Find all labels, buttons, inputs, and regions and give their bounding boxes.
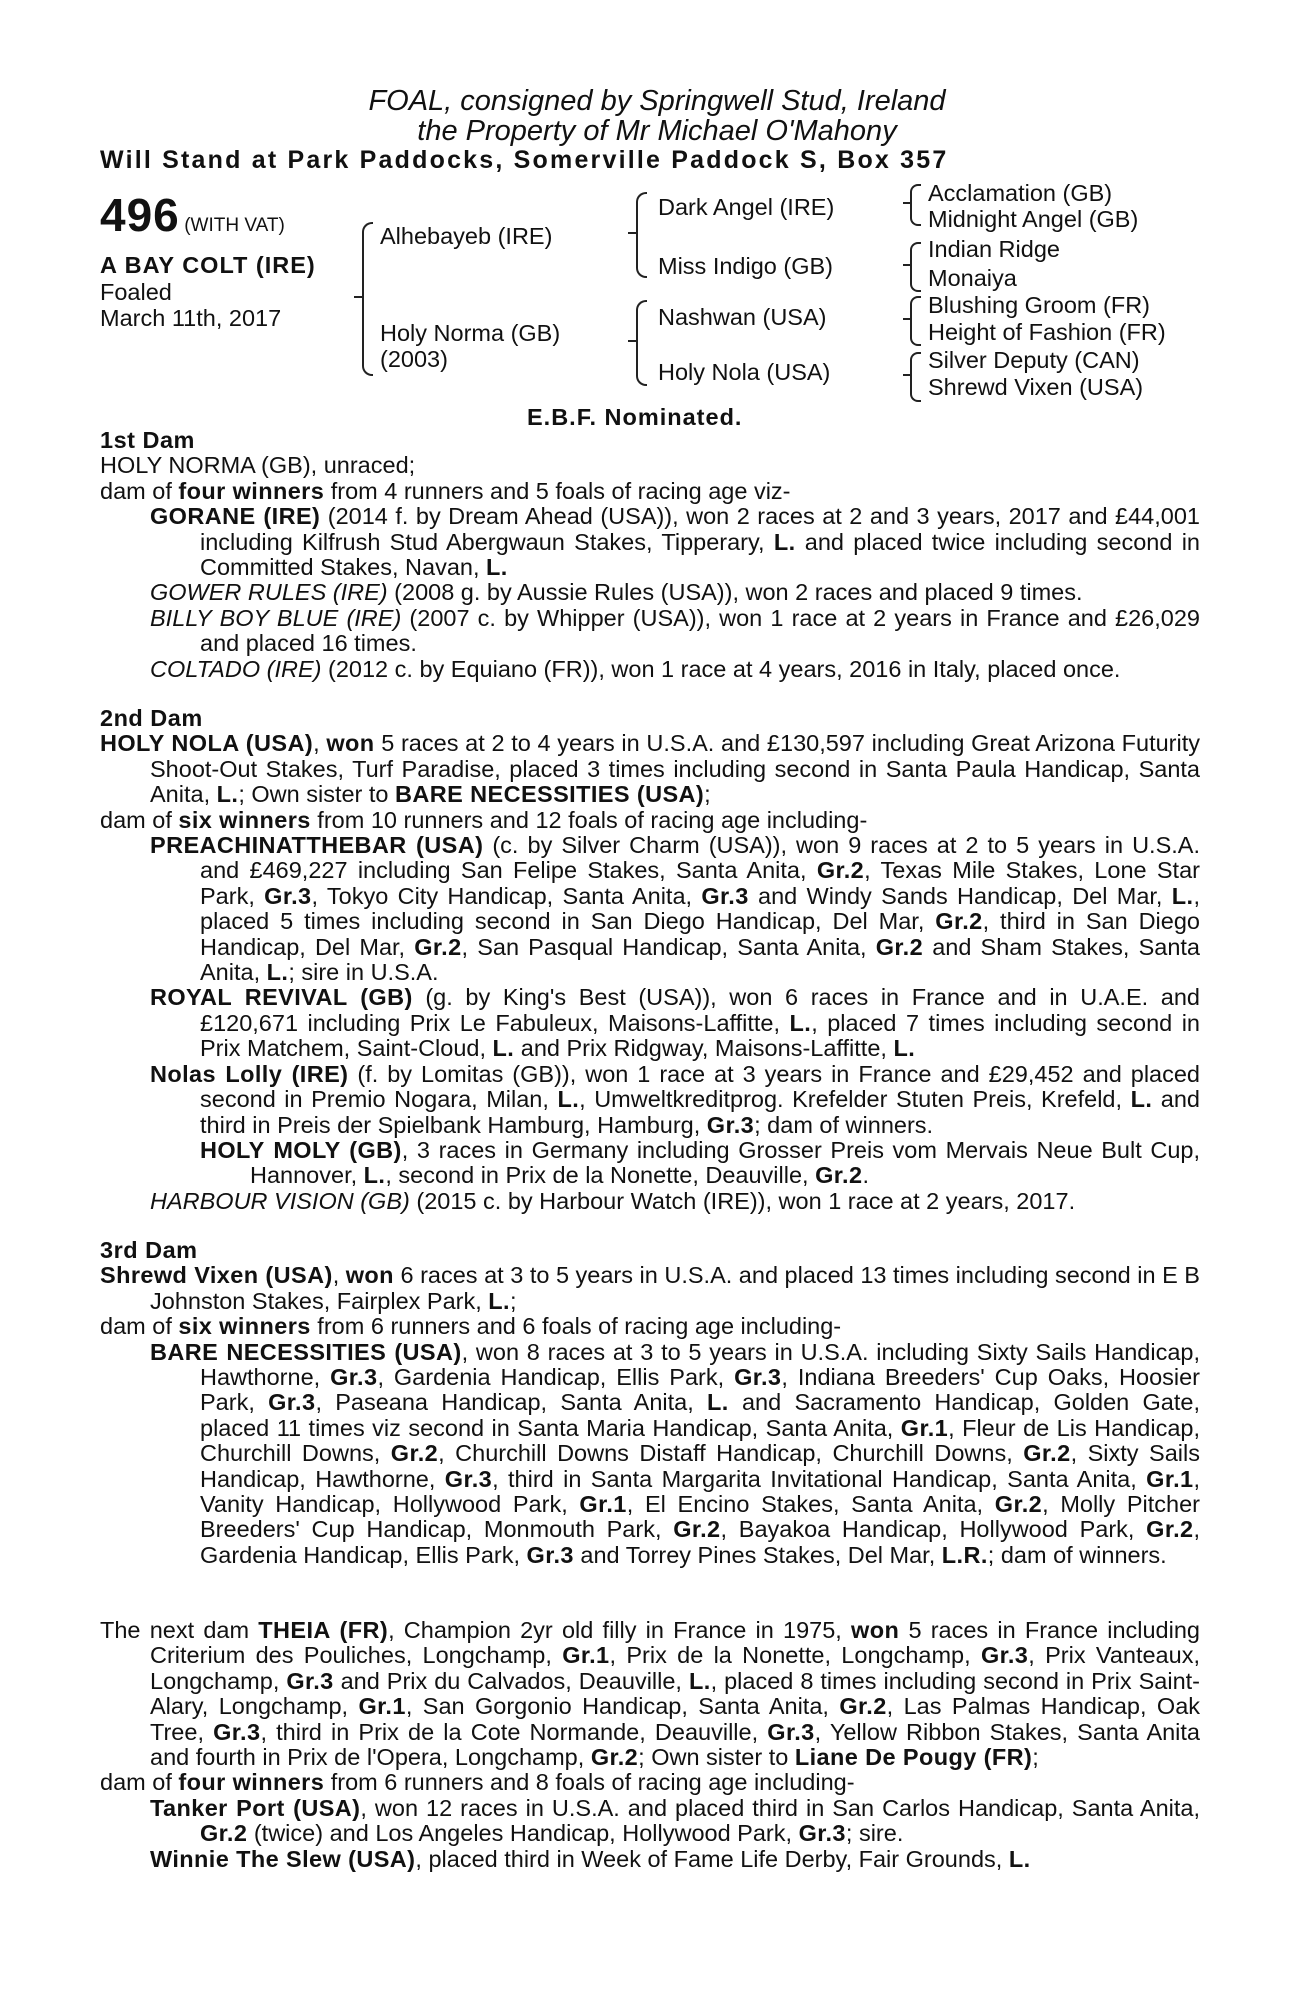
text: , Texas Mile Stakes, Lone Star Park, — [200, 857, 1200, 909]
text: ; Own sister to — [638, 1744, 795, 1771]
lot-number: 496 — [100, 189, 180, 241]
brace-g3-2-point — [903, 264, 911, 266]
pedigree-sire-dam: Miss Indigo (GB) — [658, 253, 833, 279]
third-dam-section — [100, 1238, 1200, 1568]
grade: Gr.3 — [268, 1389, 316, 1416]
text: 5 races at 2 to 4 years in U.S.A. and £130,597 including Great Arizona Futurity Shoot-Out Stakes, Turf Paradise, placed 3 times including second in Santa Paula Handicap, Santa Anita, — [150, 730, 1201, 808]
pedigree-brace-dam — [636, 300, 647, 386]
pedigree-sdd: Monaiya — [928, 265, 1017, 291]
grade: Gr.2 — [935, 908, 983, 935]
grade: Gr.2 — [816, 857, 865, 884]
text: , El Encino Stakes, Santa Anita, — [626, 1491, 995, 1518]
grade: Gr.2 — [815, 1162, 863, 1189]
text: , third in Prix de la Cote Normande, Deauville, — [260, 1718, 768, 1745]
ebf-nominated: E.B.F. Nominated. — [527, 404, 743, 430]
text: (g. by King's Best (USA)), won 6 races in France and in U.A.E. and £120,671 including Prix Le Fabuleux, Maisons-Laffitte, — [200, 984, 1200, 1036]
grade: Gr.1 — [1146, 1465, 1194, 1492]
next-dam-produce-summary — [100, 1770, 1200, 1795]
text: and third in Preis der Spielbank Hamburg, Hamburg, — [200, 1086, 1200, 1138]
text: 5 races in France including Criterium des Pouliches, Longchamp, — [150, 1617, 1200, 1669]
winners-count: six winners — [178, 806, 311, 833]
text: dam of — [100, 477, 179, 504]
grade: L. — [707, 1389, 729, 1416]
grade: Gr.2 — [1146, 1516, 1194, 1543]
pedigree-ssd: Midnight Angel (GB) — [928, 206, 1139, 232]
grade: L.R. — [941, 1541, 988, 1568]
pedigree-brace-dam-point — [628, 340, 636, 342]
text: , won 12 races in U.S.A. and placed third in San Carlos Handicap, Santa Anita, — [360, 1794, 1200, 1821]
grade: L. — [773, 528, 796, 555]
text: ; sire in U.S.A. — [288, 959, 439, 986]
text: , Tokyo City Handicap, Santa Anita, — [311, 882, 702, 909]
pedigree-sire: Alhebayeb (IRE) — [380, 223, 553, 249]
produce-winnie-the-slew — [100, 1847, 1200, 1872]
text: , won 8 races at 3 to 5 years in U.S.A. including Sixty Sails Handicap, Hawthorne, — [200, 1338, 1200, 1391]
grade: L. — [486, 554, 508, 581]
pedigree-brace-main-point — [354, 296, 362, 298]
grade: Gr.2 — [590, 1744, 639, 1771]
text: and Sham Stakes, Santa Anita, — [200, 933, 1201, 986]
won-label: won — [326, 730, 375, 757]
text: , Molly Pitcher Breeders' Cup Handicap, Monmouth Park, — [200, 1491, 1200, 1543]
grade: Gr.3 — [330, 1364, 378, 1391]
horse-name: BARE NECESSITIES (USA) — [150, 1338, 462, 1365]
text: , San Pasqual Handicap, Santa Anita, — [461, 933, 876, 960]
text: from 10 runners and 12 foals of racing age including- — [310, 806, 868, 833]
text: The next dam — [100, 1617, 259, 1643]
first-dam-section — [100, 428, 1200, 682]
produce-royal-revival — [100, 985, 1200, 1061]
grade: Gr.1 — [562, 1642, 610, 1669]
grade: Gr.1 — [900, 1414, 949, 1441]
brace-g3-4-point — [903, 374, 911, 376]
text: (2007 c. by Whipper (USA)), won 1 race at 2 years in France and £26,029 and placed 16 times. — [200, 604, 1200, 657]
text: (twice) and Los Angeles Handicap, Hollywood Park, — [247, 1820, 799, 1847]
grade: L. — [492, 1035, 515, 1062]
horse-name: COLTADO (IRE) — [150, 655, 322, 682]
grade: Gr.3 — [213, 1718, 261, 1745]
grade: Gr.3 — [980, 1642, 1029, 1669]
second-dam-section — [100, 706, 1200, 1214]
brace-g3-1 — [910, 184, 921, 226]
text: , third in Santa Margarita Invitational Handicap, Santa Anita, — [492, 1465, 1147, 1492]
foaled-label: Foaled — [100, 279, 172, 305]
text: , Yellow Ribbon Stakes, Santa Anita and fourth in Prix de l'Opera, Longchamp, — [150, 1718, 1201, 1771]
text: , Gardenia Handicap, Ellis Park, — [200, 1516, 1200, 1568]
text: , Churchill Downs Distaff Handicap, Churchill Downs, — [438, 1440, 1024, 1467]
text: ; — [1032, 1744, 1039, 1771]
first-dam-heading: 1st Dam — [100, 427, 195, 453]
text: . — [862, 1162, 869, 1189]
pedigree-brace-sire — [636, 192, 647, 278]
third-dam-produce-summary — [100, 1314, 1200, 1339]
grade: L. — [266, 959, 289, 986]
consignor-line: FOAL, consigned by Springwell Stud, Ireland — [368, 85, 946, 117]
text: , placed 5 times including second in San Diego Handicap, Del Mar, — [200, 882, 1200, 935]
horse-name: BILLY BOY BLUE (IRE) — [150, 604, 402, 631]
grade: Gr.2 — [839, 1693, 887, 1720]
text: , San Gorgonio Handicap, Santa Anita, — [405, 1693, 840, 1720]
winners-count: four winners — [178, 1769, 325, 1796]
third-dam-record: Shrewd Vixen (USA), won 6 races at 3 to 5 years in U.S.A. and placed 13 times including second in E B Johnston Stakes, Fairplex Park, L.; — [100, 1262, 1200, 1314]
lot-title: A BAY COLT (IRE) — [100, 252, 316, 278]
grade: Gr.3 — [526, 1541, 574, 1568]
pedigree-dam-sire: Nashwan (USA) — [658, 304, 827, 330]
text: , Prix de la Nonette, Longchamp, — [609, 1642, 981, 1669]
produce-gower — [100, 580, 1200, 605]
text: dam of — [100, 806, 179, 833]
horse-name: Tanker Port (USA) — [150, 1794, 361, 1821]
horse-name: Winnie The Slew (USA) — [150, 1845, 416, 1872]
won-label: won — [345, 1262, 394, 1289]
first-dam-produce-summary — [100, 479, 1200, 504]
text: and Sacramento Handicap, Golden Gate, placed 11 times viz second in Santa Maria Handicap, Santa Anita, — [200, 1389, 1200, 1441]
grade: L. — [789, 1009, 812, 1036]
second-dam-heading: 2nd Dam — [100, 705, 203, 731]
text: (2015 c. by Harbour Watch (IRE)), won 1 race at 2 years, 2017. — [409, 1187, 1076, 1214]
text: , Fleur de Lis Handicap, Churchill Downs, — [200, 1414, 1200, 1467]
produce-preachinatthebar — [100, 833, 1200, 985]
horse-name: Nolas Lolly (IRE) — [150, 1060, 349, 1087]
text: , Sixty Sails Handicap, Hawthorne, — [200, 1440, 1200, 1492]
grade: L. — [557, 1086, 580, 1113]
horse-name: HOLY NOLA (USA) — [100, 730, 314, 757]
text: from 6 runners and 8 foals of racing age including- — [324, 1769, 855, 1796]
text: , placed 7 times including second in Prix Matchem, Saint-Cloud, — [200, 1009, 1200, 1062]
produce-bare-necessities — [100, 1340, 1200, 1569]
grade: Gr.3 — [444, 1465, 493, 1492]
pedigree-dam: Holy Norma (GB) — [380, 320, 561, 346]
horse-name: GORANE (IRE) — [150, 503, 321, 530]
grade: L. — [688, 1667, 711, 1694]
text: dam of — [100, 1313, 179, 1340]
lot-number-block — [100, 189, 285, 241]
grade: L. — [1130, 1086, 1153, 1113]
grade: Gr.3 — [798, 1820, 846, 1847]
text: , placed 8 times including second in Prix Saint-Alary, Longchamp, — [150, 1667, 1201, 1720]
text: , Las Palmas Handicap, Oak Tree, — [150, 1693, 1201, 1745]
text: and Prix du Calvados, Deauville, — [333, 1667, 689, 1694]
grade: Gr.3 — [734, 1364, 782, 1391]
horse-name: GOWER RULES (IRE) — [150, 579, 388, 606]
text: (2012 c. by Equiano (FR)), won 1 race at 4 years, 2016 in Italy, placed once. — [321, 655, 1121, 682]
produce-tanker-port — [100, 1796, 1200, 1847]
winners-count: four winners — [178, 477, 325, 504]
brace-g3-3-point — [903, 318, 911, 320]
winners-count: six winners — [178, 1313, 311, 1340]
horse-name: PREACHINATTHEBAR (USA) — [150, 832, 484, 859]
pedigree-dsd: Height of Fashion (FR) — [928, 319, 1166, 345]
text: , Prix Vanteaux, Longchamp, — [150, 1642, 1200, 1694]
horse-name: Shrewd Vixen (USA) — [100, 1262, 333, 1289]
text: (2008 g. by Aussie Rules (USA)), won 2 races and placed 9 times. — [387, 579, 1083, 606]
produce-gorane — [100, 504, 1200, 580]
grade: Gr.3 — [701, 882, 749, 909]
grade: Gr.2 — [414, 933, 462, 960]
text: and placed twice including second in Committed Stakes, Navan, — [200, 528, 1200, 581]
pedigree-dam-dam: Holy Nola (USA) — [658, 359, 831, 385]
stand-location: Will Stand at Park Paddocks, Somerville Paddock S, Box 357 — [100, 146, 949, 174]
pedigree-sss: Acclamation (GB) — [928, 180, 1113, 206]
grade: Gr.2 — [390, 1440, 439, 1467]
pedigree-ddd: Shrewd Vixen (USA) — [928, 374, 1144, 400]
text: ; Own sister to — [238, 781, 396, 808]
brace-g3-4 — [910, 352, 921, 402]
pedigree-brace-main — [362, 222, 373, 376]
pedigree-dss: Blushing Groom (FR) — [928, 292, 1150, 318]
horse-name: BARE NECESSITIES (USA) — [395, 781, 705, 808]
text: and Torrey Pines Stakes, Del Mar, — [573, 1541, 942, 1568]
first-dam-line: HOLY NORMA (GB), unraced; — [100, 452, 416, 479]
vat-note: (WITH VAT) — [184, 215, 285, 236]
produce-nolas-lolly — [100, 1062, 1200, 1138]
next-dam-section — [100, 1618, 1200, 1872]
owner-line: the Property of Mr Michael O'Mahony — [417, 115, 897, 147]
grade: L. — [363, 1162, 386, 1189]
text: ; sire. — [845, 1820, 904, 1847]
text: ; dam of winners. — [754, 1111, 934, 1138]
pedigree-brace-sire-point — [628, 232, 636, 234]
text: (2014 f. by Dream Ahead (USA)), won 2 races at 2 and 3 years, 2017 and £44,001 including Kilfrush Stud Abergwaun Stakes, Tipperary, — [200, 503, 1200, 555]
grade: Gr.3 — [767, 1718, 815, 1745]
grade: Gr.2 — [673, 1516, 721, 1543]
foaled-date: March 11th, 2017 — [100, 305, 282, 331]
horse-name: Liane De Pougy (FR) — [794, 1744, 1033, 1771]
grade: Gr.2 — [1023, 1440, 1071, 1467]
text: , third in San Diego Handicap, Del Mar, — [200, 908, 1200, 960]
text: , Bayakoa Handicap, Hollywood Park, — [720, 1516, 1147, 1543]
text: and Prix Ridgway, Maisons-Laffitte, — [514, 1035, 894, 1062]
second-dam-record: HOLY NOLA (USA), won 5 races at 2 to 4 years in U.S.A. and £130,597 including Great Arizona Futurity Shoot-Out Stakes, Turf Paradise, placed 3 times including second in Santa Paula Handicap, Santa Anita, L.; Own sister to BARE NECESSITIES (USA); — [100, 730, 1201, 808]
text: 6 races at 3 to 5 years in U.S.A. and placed 13 times including second in E B Johnston Stakes, Fairplex Park, — [150, 1262, 1200, 1314]
brace-g3-3 — [910, 296, 921, 346]
text: , Paseana Handicap, Santa Anita, — [315, 1389, 708, 1416]
text: , 3 races in Germany including Grosser Preis vom Mervais Neue Bult Cup, Hannover, — [250, 1136, 1201, 1189]
horse-name: THEIA (FR) — [258, 1617, 389, 1643]
second-dam-produce-summary — [100, 808, 1200, 833]
pedigree-sire-sire: Dark Angel (IRE) — [658, 194, 835, 220]
brace-g3-1-point — [903, 202, 911, 204]
text: , Vanity Handicap, Hollywood Park, — [200, 1465, 1200, 1518]
text: (c. by Silver Charm (USA)), won 9 races at 2 to 5 years in U.S.A. and £469,227 including San Felipe Stakes, Santa Anita, — [200, 832, 1200, 884]
text: (f. by Lomitas (GB)), won 1 race at 3 years in France and £29,452 and placed second in Premio Nogara, Milan, — [200, 1060, 1200, 1113]
third-dam-heading: 3rd Dam — [100, 1237, 198, 1263]
horse-name: HARBOUR VISION (GB) — [150, 1187, 410, 1214]
grade: Gr.2 — [875, 933, 924, 960]
grade: Gr.1 — [579, 1491, 627, 1518]
next-dam-record — [100, 1618, 1200, 1770]
text: , Indiana Breeders' Cup Oaks, Hoosier Park, — [200, 1364, 1201, 1416]
text: , placed third in Week of Fame Life Derby, Fair Grounds, — [415, 1845, 1009, 1872]
produce-billy — [100, 606, 1200, 657]
text: from 4 runners and 5 foals of racing age viz- — [324, 477, 791, 504]
won-label: won — [851, 1617, 900, 1643]
grade: L. — [216, 781, 239, 808]
brace-g3-2 — [910, 242, 921, 292]
produce-holy-moly — [100, 1138, 1200, 1189]
pedigree-dds: Silver Deputy (CAN) — [928, 347, 1140, 373]
produce-harbour-vision — [100, 1189, 1200, 1214]
text: and Windy Sands Handicap, Del Mar, — [748, 882, 1172, 909]
grade: L. — [488, 1287, 510, 1314]
pedigree-sds: Indian Ridge — [928, 236, 1060, 262]
grade: Gr.3 — [706, 1111, 755, 1138]
grade: Gr.2 — [994, 1491, 1043, 1518]
grade: Gr.3 — [264, 882, 312, 909]
text: , Umweltkreditprog. Krefelder Stuten Preis, Krefeld, — [579, 1086, 1131, 1113]
horse-name: HOLY MOLY (GB) — [200, 1136, 402, 1163]
text: , second in Prix de la Nonette, Deauville, — [385, 1162, 816, 1189]
grade: Gr.3 — [286, 1667, 334, 1694]
text: dam of — [100, 1769, 179, 1796]
text: from 6 runners and 6 foals of racing age including- — [310, 1313, 842, 1340]
grade: L. — [1008, 1845, 1031, 1872]
grade: Gr.1 — [358, 1693, 406, 1720]
pedigree-dam-year: (2003) — [380, 346, 448, 372]
produce-coltado — [100, 657, 1200, 682]
text: ; dam of winners. — [987, 1541, 1167, 1568]
grade: L. — [1171, 882, 1194, 909]
grade: Gr.2 — [200, 1820, 248, 1847]
text: , Gardenia Handicap, Ellis Park, — [377, 1364, 735, 1391]
horse-name: ROYAL REVIVAL (GB) — [150, 984, 413, 1011]
text: , Champion 2yr old filly in France in 1975, — [388, 1617, 852, 1643]
text: ; — [509, 1287, 517, 1314]
text: ; — [704, 781, 711, 808]
grade: L. — [893, 1035, 916, 1062]
